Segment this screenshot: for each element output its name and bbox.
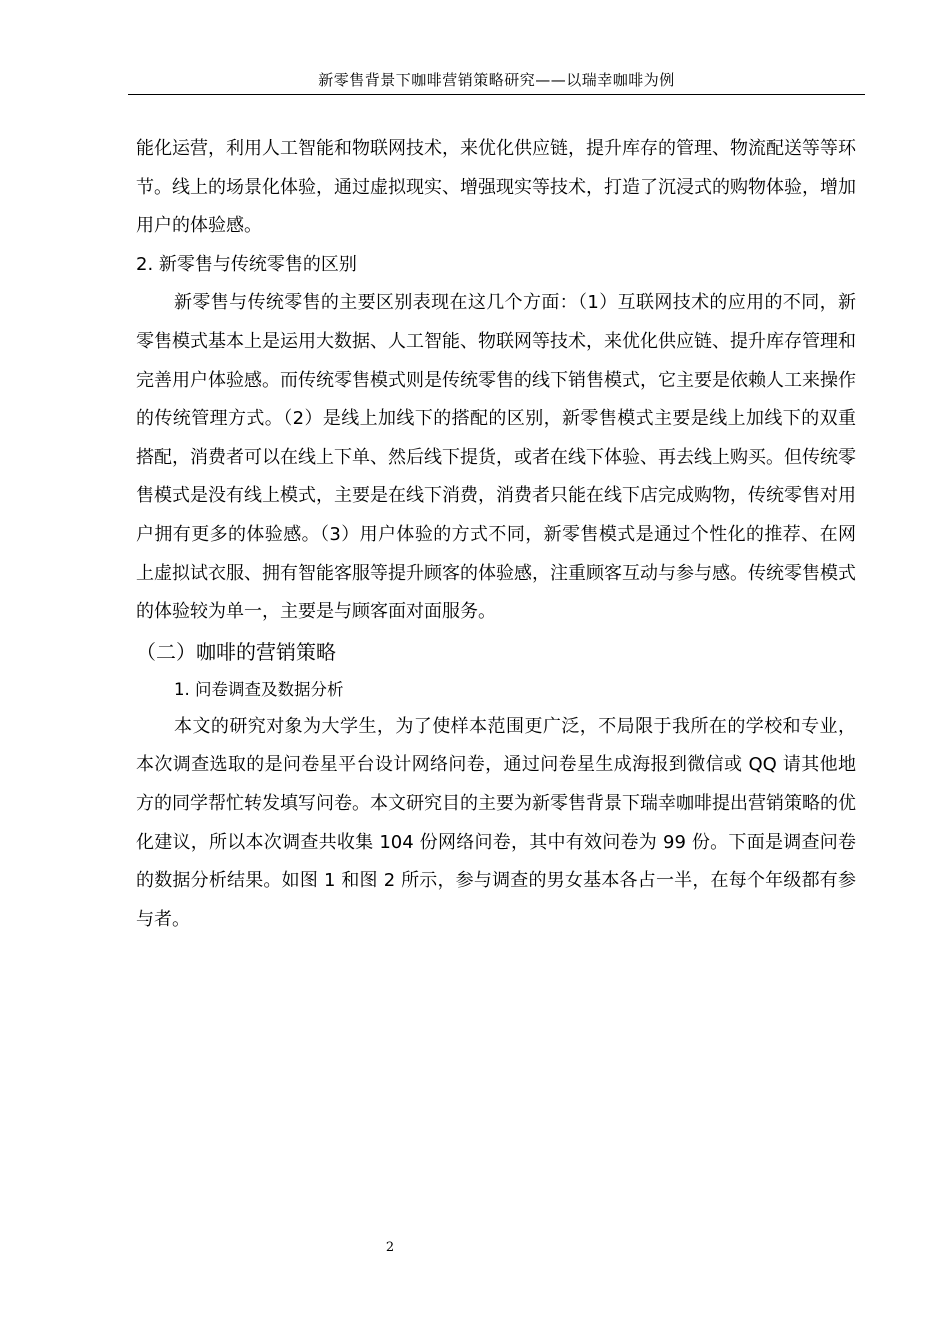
document-body	[136, 130, 856, 939]
page-number: 2	[385, 1240, 395, 1255]
subheading-survey-analysis: 1. 问卷调查及数据分析	[174, 679, 344, 699]
paragraph-survey-description: 本文的研究对象为大学生，为了使样本范围更广泛，不局限于我所在的学校和专业，本次调查选取的是问卷星平台设计网络问卷，通过问卷星生成海报到微信或 QQ 请其他地方的同学帮忙转发填写问卷。本文研究目的主要为新零售背景下瑞幸咖啡提出营销策略的优化建议，所以本次调查共收集 104 份网络问卷，其中有效问卷为 99 份。下面是调查问卷的数据分析结果。如图 1 和图 2 所示，参与调查的男女基本各占一半，在每个年级都有参与者。	[136, 715, 856, 930]
heading-new-vs-traditional-retail: 2. 新零售与传统零售的区别	[136, 253, 357, 275]
section-heading-coffee-marketing: （二）咖啡的营销策略	[136, 639, 336, 664]
running-header	[128, 66, 865, 95]
paragraph-retail-differences: 新零售与传统零售的主要区别表现在这几个方面：（1）互联网技术的应用的不同，新零售模式基本上是运用大数据、人工智能、物联网等技术，来优化供应链、提升库存管理和完善用户体验感。而传统零售模式则是传统零售的线下销售模式，它主要是依赖人工来操作的传统管理方式。（2）是线上加线下的搭配的区别，新零售模式主要是线上加线下的双重搭配，消费者可以在线上下单、然后线下提货，或者在线下体验、再去线上购买。但传统零售模式是没有线上模式，主要是在线下消费，消费者只能在线下店完成购物，传统零售对用户拥有更多的体验感。（3）用户体验的方式不同，新零售模式是通过个性化的推荐、在网上虚拟试衣服、拥有智能客服等提升顾客的体验感，注重顾客互动与参与感。传统零售模式的体验较为单一，主要是与顾客面对面服务。	[136, 292, 856, 623]
paragraph-continued: 能化运营，利用人工智能和物联网技术，来优化供应链，提升库存的管理、物流配送等等环节。线上的场景化体验，通过虚拟现实、增强现实等技术，打造了沉浸式的购物体验，增加用户的体验感。	[136, 138, 856, 237]
running-header-title: 新零售背景下咖啡营销策略研究——以瑞幸咖啡为例	[318, 71, 675, 89]
